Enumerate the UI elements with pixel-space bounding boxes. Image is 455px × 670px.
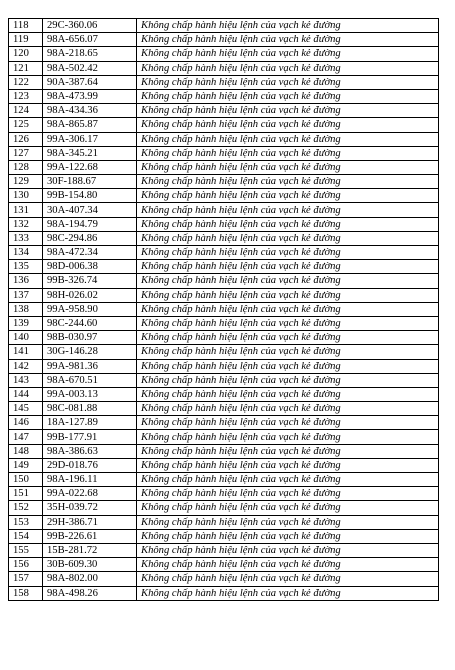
row-number-cell: 132 bbox=[9, 217, 43, 231]
violation-cell: Không chấp hành hiệu lệnh của vạch kẻ đường bbox=[137, 331, 439, 345]
row-number-cell: 142 bbox=[9, 359, 43, 373]
license-plate-cell: 98A-472.34 bbox=[43, 246, 137, 260]
row-number-cell: 122 bbox=[9, 75, 43, 89]
violation-cell: Không chấp hành hiệu lệnh của vạch kẻ đường bbox=[137, 444, 439, 458]
violation-cell: Không chấp hành hiệu lệnh của vạch kẻ đường bbox=[137, 75, 439, 89]
table-row bbox=[9, 458, 439, 472]
license-plate-cell: 98D-006.38 bbox=[43, 260, 137, 274]
violation-cell: Không chấp hành hiệu lệnh của vạch kẻ đường bbox=[137, 373, 439, 387]
row-number-cell: 127 bbox=[9, 146, 43, 160]
license-plate-cell: 99B-226.61 bbox=[43, 529, 137, 543]
table-row bbox=[9, 89, 439, 103]
table-row bbox=[9, 501, 439, 515]
row-number-cell: 145 bbox=[9, 402, 43, 416]
table-row bbox=[9, 331, 439, 345]
license-plate-cell: 99B-177.91 bbox=[43, 430, 137, 444]
violation-cell: Không chấp hành hiệu lệnh của vạch kẻ đường bbox=[137, 47, 439, 61]
table-row bbox=[9, 160, 439, 174]
violation-cell: Không chấp hành hiệu lệnh của vạch kẻ đường bbox=[137, 586, 439, 600]
license-plate-cell: 99A-306.17 bbox=[43, 132, 137, 146]
violation-cell: Không chấp hành hiệu lệnh của vạch kẻ đường bbox=[137, 61, 439, 75]
violation-cell: Không chấp hành hiệu lệnh của vạch kẻ đường bbox=[137, 274, 439, 288]
license-plate-cell: 98A-345.21 bbox=[43, 146, 137, 160]
table-row bbox=[9, 61, 439, 75]
license-plate-cell: 30B-609.30 bbox=[43, 558, 137, 572]
row-number-cell: 133 bbox=[9, 231, 43, 245]
table-row bbox=[9, 373, 439, 387]
table-row bbox=[9, 75, 439, 89]
row-number-cell: 147 bbox=[9, 430, 43, 444]
table-row bbox=[9, 203, 439, 217]
table-row bbox=[9, 33, 439, 47]
table-row bbox=[9, 444, 439, 458]
row-number-cell: 152 bbox=[9, 501, 43, 515]
violation-cell: Không chấp hành hiệu lệnh của vạch kẻ đường bbox=[137, 402, 439, 416]
violation-cell: Không chấp hành hiệu lệnh của vạch kẻ đường bbox=[137, 359, 439, 373]
license-plate-cell: 30F-188.67 bbox=[43, 175, 137, 189]
violation-cell: Không chấp hành hiệu lệnh của vạch kẻ đường bbox=[137, 89, 439, 103]
license-plate-cell: 98C-244.60 bbox=[43, 316, 137, 330]
row-number-cell: 141 bbox=[9, 345, 43, 359]
row-number-cell: 151 bbox=[9, 487, 43, 501]
license-plate-cell: 30A-407.34 bbox=[43, 203, 137, 217]
row-number-cell: 136 bbox=[9, 274, 43, 288]
row-number-cell: 139 bbox=[9, 316, 43, 330]
row-number-cell: 146 bbox=[9, 416, 43, 430]
table-row bbox=[9, 19, 439, 33]
license-plate-cell: 18A-127.89 bbox=[43, 416, 137, 430]
violation-cell: Không chấp hành hiệu lệnh của vạch kẻ đường bbox=[137, 288, 439, 302]
license-plate-cell: 98H-026.02 bbox=[43, 288, 137, 302]
table-row bbox=[9, 558, 439, 572]
table-row bbox=[9, 316, 439, 330]
violation-cell: Không chấp hành hiệu lệnh của vạch kẻ đường bbox=[137, 189, 439, 203]
row-number-cell: 130 bbox=[9, 189, 43, 203]
table-row bbox=[9, 416, 439, 430]
license-plate-cell: 98A-670.51 bbox=[43, 373, 137, 387]
violation-cell: Không chấp hành hiệu lệnh của vạch kẻ đường bbox=[137, 118, 439, 132]
table-row bbox=[9, 246, 439, 260]
license-plate-cell: 98A-498.26 bbox=[43, 586, 137, 600]
violations-table-body bbox=[9, 19, 439, 601]
violation-cell: Không chấp hành hiệu lệnh của vạch kẻ đường bbox=[137, 104, 439, 118]
license-plate-cell: 98A-194.79 bbox=[43, 217, 137, 231]
table-row bbox=[9, 288, 439, 302]
license-plate-cell: 35H-039.72 bbox=[43, 501, 137, 515]
row-number-cell: 143 bbox=[9, 373, 43, 387]
table-row bbox=[9, 260, 439, 274]
violation-cell: Không chấp hành hiệu lệnh của vạch kẻ đường bbox=[137, 146, 439, 160]
violation-cell: Không chấp hành hiệu lệnh của vạch kẻ đường bbox=[137, 175, 439, 189]
violation-cell: Không chấp hành hiệu lệnh của vạch kẻ đường bbox=[137, 543, 439, 557]
row-number-cell: 150 bbox=[9, 473, 43, 487]
table-row bbox=[9, 175, 439, 189]
license-plate-cell: 98A-473.99 bbox=[43, 89, 137, 103]
license-plate-cell: 98A-802.00 bbox=[43, 572, 137, 586]
row-number-cell: 144 bbox=[9, 387, 43, 401]
license-plate-cell: 98A-218.65 bbox=[43, 47, 137, 61]
violation-cell: Không chấp hành hiệu lệnh của vạch kẻ đường bbox=[137, 558, 439, 572]
table-row bbox=[9, 430, 439, 444]
table-row bbox=[9, 586, 439, 600]
violation-cell: Không chấp hành hiệu lệnh của vạch kẻ đường bbox=[137, 246, 439, 260]
table-row bbox=[9, 515, 439, 529]
table-row bbox=[9, 359, 439, 373]
violation-cell: Không chấp hành hiệu lệnh của vạch kẻ đường bbox=[137, 529, 439, 543]
license-plate-cell: 99A-003.13 bbox=[43, 387, 137, 401]
license-plate-cell: 99A-022.68 bbox=[43, 487, 137, 501]
table-row bbox=[9, 231, 439, 245]
license-plate-cell: 98A-434.36 bbox=[43, 104, 137, 118]
license-plate-cell: 29D-018.76 bbox=[43, 458, 137, 472]
table-row bbox=[9, 302, 439, 316]
table-row bbox=[9, 217, 439, 231]
violations-table bbox=[8, 18, 439, 601]
table-row bbox=[9, 387, 439, 401]
row-number-cell: 134 bbox=[9, 246, 43, 260]
license-plate-cell: 99A-981.36 bbox=[43, 359, 137, 373]
license-plate-cell: 98C-294.86 bbox=[43, 231, 137, 245]
violation-cell: Không chấp hành hiệu lệnh của vạch kẻ đường bbox=[137, 260, 439, 274]
license-plate-cell: 99A-958.90 bbox=[43, 302, 137, 316]
row-number-cell: 124 bbox=[9, 104, 43, 118]
table-row bbox=[9, 487, 439, 501]
table-row bbox=[9, 543, 439, 557]
violation-cell: Không chấp hành hiệu lệnh của vạch kẻ đường bbox=[137, 302, 439, 316]
table-row bbox=[9, 345, 439, 359]
table-row bbox=[9, 402, 439, 416]
table-row bbox=[9, 104, 439, 118]
violation-cell: Không chấp hành hiệu lệnh của vạch kẻ đường bbox=[137, 231, 439, 245]
license-plate-cell: 15B-281.72 bbox=[43, 543, 137, 557]
violation-cell: Không chấp hành hiệu lệnh của vạch kẻ đường bbox=[137, 160, 439, 174]
violation-cell: Không chấp hành hiệu lệnh của vạch kẻ đường bbox=[137, 132, 439, 146]
row-number-cell: 131 bbox=[9, 203, 43, 217]
violation-cell: Không chấp hành hiệu lệnh của vạch kẻ đường bbox=[137, 487, 439, 501]
row-number-cell: 125 bbox=[9, 118, 43, 132]
row-number-cell: 120 bbox=[9, 47, 43, 61]
table-row bbox=[9, 189, 439, 203]
row-number-cell: 129 bbox=[9, 175, 43, 189]
row-number-cell: 148 bbox=[9, 444, 43, 458]
row-number-cell: 158 bbox=[9, 586, 43, 600]
license-plate-cell: 99A-122.68 bbox=[43, 160, 137, 174]
row-number-cell: 121 bbox=[9, 61, 43, 75]
violation-cell: Không chấp hành hiệu lệnh của vạch kẻ đường bbox=[137, 458, 439, 472]
row-number-cell: 157 bbox=[9, 572, 43, 586]
row-number-cell: 140 bbox=[9, 331, 43, 345]
row-number-cell: 118 bbox=[9, 19, 43, 33]
row-number-cell: 126 bbox=[9, 132, 43, 146]
row-number-cell: 128 bbox=[9, 160, 43, 174]
license-plate-cell: 90A-387.64 bbox=[43, 75, 137, 89]
violation-cell: Không chấp hành hiệu lệnh của vạch kẻ đường bbox=[137, 316, 439, 330]
license-plate-cell: 98B-030.97 bbox=[43, 331, 137, 345]
table-row bbox=[9, 47, 439, 61]
license-plate-cell: 30G-146.28 bbox=[43, 345, 137, 359]
license-plate-cell: 29C-360.06 bbox=[43, 19, 137, 33]
row-number-cell: 154 bbox=[9, 529, 43, 543]
table-row bbox=[9, 132, 439, 146]
license-plate-cell: 98C-081.88 bbox=[43, 402, 137, 416]
violation-cell: Không chấp hành hiệu lệnh của vạch kẻ đường bbox=[137, 572, 439, 586]
violation-cell: Không chấp hành hiệu lệnh của vạch kẻ đường bbox=[137, 473, 439, 487]
table-row bbox=[9, 118, 439, 132]
row-number-cell: 156 bbox=[9, 558, 43, 572]
violation-cell: Không chấp hành hiệu lệnh của vạch kẻ đường bbox=[137, 501, 439, 515]
violation-cell: Không chấp hành hiệu lệnh của vạch kẻ đường bbox=[137, 19, 439, 33]
license-plate-cell: 29H-386.71 bbox=[43, 515, 137, 529]
row-number-cell: 155 bbox=[9, 543, 43, 557]
license-plate-cell: 98A-865.87 bbox=[43, 118, 137, 132]
violation-cell: Không chấp hành hiệu lệnh của vạch kẻ đường bbox=[137, 430, 439, 444]
row-number-cell: 135 bbox=[9, 260, 43, 274]
license-plate-cell: 99B-326.74 bbox=[43, 274, 137, 288]
table-row bbox=[9, 274, 439, 288]
table-row bbox=[9, 572, 439, 586]
license-plate-cell: 98A-502.42 bbox=[43, 61, 137, 75]
violation-cell: Không chấp hành hiệu lệnh của vạch kẻ đường bbox=[137, 217, 439, 231]
row-number-cell: 153 bbox=[9, 515, 43, 529]
license-plate-cell: 99B-154.80 bbox=[43, 189, 137, 203]
violation-cell: Không chấp hành hiệu lệnh của vạch kẻ đường bbox=[137, 345, 439, 359]
license-plate-cell: 98A-386.63 bbox=[43, 444, 137, 458]
table-row bbox=[9, 473, 439, 487]
violation-cell: Không chấp hành hiệu lệnh của vạch kẻ đường bbox=[137, 203, 439, 217]
violation-cell: Không chấp hành hiệu lệnh của vạch kẻ đường bbox=[137, 416, 439, 430]
row-number-cell: 138 bbox=[9, 302, 43, 316]
violation-cell: Không chấp hành hiệu lệnh của vạch kẻ đường bbox=[137, 515, 439, 529]
table-row bbox=[9, 146, 439, 160]
license-plate-cell: 98A-656.07 bbox=[43, 33, 137, 47]
row-number-cell: 123 bbox=[9, 89, 43, 103]
row-number-cell: 149 bbox=[9, 458, 43, 472]
violation-cell: Không chấp hành hiệu lệnh của vạch kẻ đường bbox=[137, 33, 439, 47]
table-row bbox=[9, 529, 439, 543]
violation-cell: Không chấp hành hiệu lệnh của vạch kẻ đường bbox=[137, 387, 439, 401]
license-plate-cell: 98A-196.11 bbox=[43, 473, 137, 487]
row-number-cell: 119 bbox=[9, 33, 43, 47]
row-number-cell: 137 bbox=[9, 288, 43, 302]
